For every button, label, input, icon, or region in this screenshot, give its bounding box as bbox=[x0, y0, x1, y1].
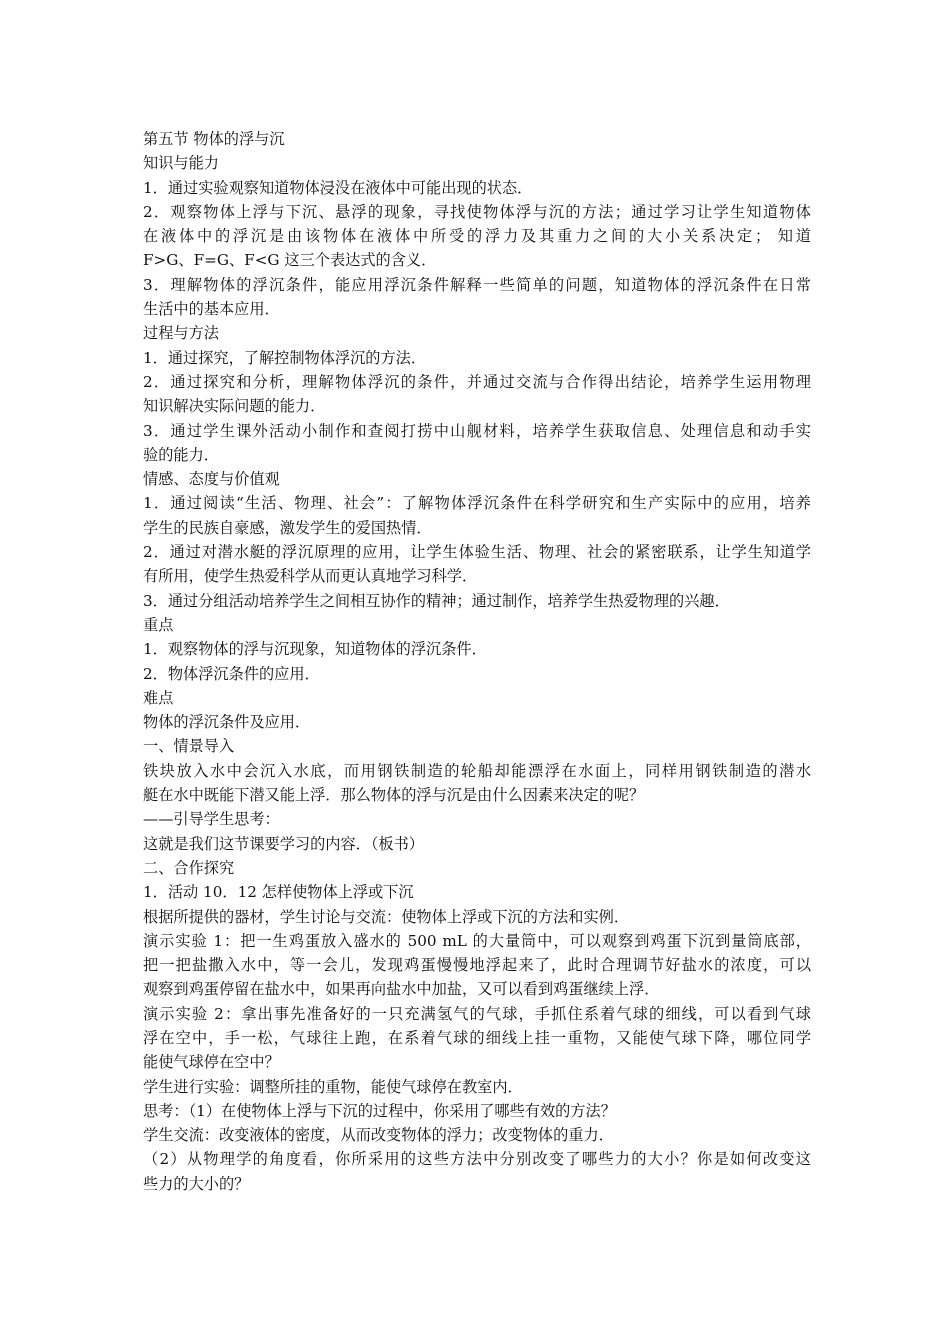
heading-process-method: 过程与方法 bbox=[143, 324, 219, 343]
text-line: F>G、F=G、F<G 这三个表达式的含义． bbox=[143, 251, 437, 270]
document-body bbox=[143, 127, 811, 1196]
text-line: 根据所提供的器材，学生讨论与交流：使物体上浮或下沉的方法和实例． bbox=[143, 907, 629, 926]
text-line: 2．通过对潜水艇的浮沉原理的应用，让学生体验生活、物理、社会的紧密联系，让学生知道学 bbox=[143, 543, 811, 562]
heading-cooperative-inquiry: 二、合作探究 bbox=[143, 858, 235, 877]
text-line: 3．通过分组活动培养学生之间相互协作的精神；通过制作，培养学生热爱物理的兴趣． bbox=[143, 591, 730, 610]
text-line: 在液体中的浮沉是由该物体在液体中所受的浮力及其重力之间的大小关系决定； 知道 bbox=[143, 227, 811, 246]
heading-emotion-values: 情感、态度与价值观 bbox=[143, 470, 280, 489]
text-line: 学生的民族自豪感，激发学生的爱国热情． bbox=[143, 518, 432, 537]
text-line: ——引导学生思考： bbox=[143, 810, 280, 829]
text-line: 观察到鸡蛋停留在盐水中，如果再向盐水中加盐，又可以看到鸡蛋继续上浮． bbox=[143, 980, 660, 999]
heading-difficulties: 难点 bbox=[143, 688, 174, 707]
text-line: 3．理解物体的浮沉条件，能应用浮沉条件解释一些简单的问题，知道物体的浮沉条件在日常 bbox=[143, 275, 811, 294]
text-line: 1．通过阅读“生活、物理、社会”：了解物体浮沉条件在科学研究和生产实际中的应用，培养 bbox=[143, 494, 811, 513]
text-line: 有所用，使学生热爱科学从而更认真地学习科学． bbox=[143, 567, 478, 586]
text-line: 铁块放入水中会沉入水底，而用钢铁制造的轮船却能漂浮在水面上，同样用钢铁制造的潜水 bbox=[143, 761, 811, 780]
text-line: 演示实验 1：把一生鸡蛋放入盛水的 500 mL 的大量筒中，可以观察到鸡蛋下沉到量筒底部， bbox=[143, 931, 811, 950]
text-line: 能使气球停在空中？ bbox=[143, 1053, 280, 1072]
heading-knowledge-ability: 知识与能力 bbox=[143, 154, 219, 173]
section-title: 第五节 物体的浮与沉 bbox=[143, 130, 285, 148]
text-line: （2）从物理学的角度看，你所采用的这些方法中分别改变了哪些力的大小？你是如何改变这 bbox=[143, 1150, 811, 1169]
text-line: 1．活动 10．12 怎样使物体上浮或下沉 bbox=[143, 883, 414, 902]
text-line: 1．通过探究，了解控制物体浮沉的方法． bbox=[143, 348, 427, 367]
text-line: 浮在空中，手一松，气球往上跑，在系着气球的细线上挂一重物，又能使气球下降，哪位同学 bbox=[143, 1028, 811, 1047]
text-line: 学生交流：改变液体的密度，从而改变物体的浮力；改变物体的重力． bbox=[143, 1126, 614, 1145]
text-line: 1．通过实验观察知道物体浸没在液体中可能出现的状态． bbox=[143, 178, 533, 197]
text-line: 学生进行实验：调整所挂的重物，能使气球停在教室内． bbox=[143, 1077, 523, 1096]
text-line: 验的能力． bbox=[143, 445, 219, 464]
text-line: 艇在水中既能下潜又能上浮．那么物体的浮与沉是由什么因素来决定的呢？ bbox=[143, 786, 645, 805]
text-line: 3．通过学生课外活动小制作和查阅打捞中山舰材料，培养学生获取信息、处理信息和动手实 bbox=[143, 421, 811, 440]
heading-scenario-intro: 一、情景导入 bbox=[143, 737, 235, 756]
text-line: 把一把盐撒入水中，等一会儿，发现鸡蛋慢慢地浮起来了，此时合理调节好盐水的浓度，可以 bbox=[143, 956, 811, 975]
text-line: 演示实验 2：拿出事先准备好的一只充满氢气的气球，手抓住系着气球的细线，可以看到气球 bbox=[143, 1004, 811, 1023]
text-line: 生活中的基本应用． bbox=[143, 300, 280, 319]
text-line: 些力的大小的？ bbox=[143, 1174, 250, 1193]
heading-key-points: 重点 bbox=[143, 615, 174, 634]
text-line: 这就是我们这节课要学习的内容．（板书） bbox=[143, 834, 424, 853]
text-line: 知识解决实际问题的能力． bbox=[143, 397, 326, 416]
text-line: 1．观察物体的浮与沉现象，知道物体的浮沉条件． bbox=[143, 640, 487, 659]
text-line: 物体的浮沉条件及应用． bbox=[143, 713, 311, 732]
text-line: 2．物体浮沉条件的应用． bbox=[143, 664, 320, 683]
text-line: 2．观察物体上浮与下沉、悬浮的现象，寻找使物体浮与沉的方法；通过学习让学生知道物体 bbox=[143, 202, 811, 221]
text-line: 2．通过探究和分析，理解物体浮沉的条件，并通过交流与合作得出结论，培养学生运用物理 bbox=[143, 372, 811, 391]
text-line: 思考：（1）在使物体上浮与下沉的过程中，你采用了哪些有效的方法？ bbox=[143, 1101, 616, 1120]
